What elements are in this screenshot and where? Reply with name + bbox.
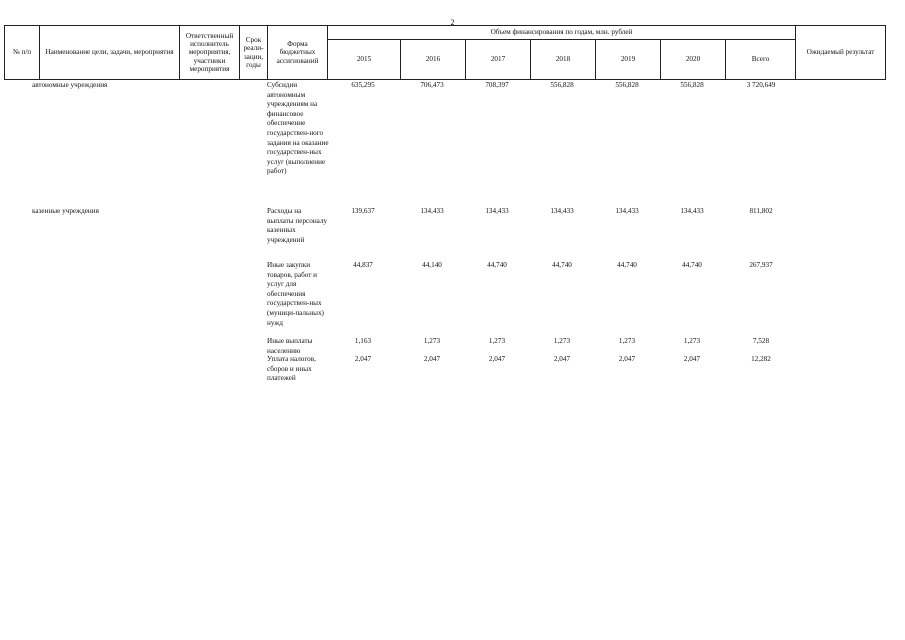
header-result: Ожидаемый результат <box>796 26 886 80</box>
value-2019: 44,740 <box>617 261 637 269</box>
header-term: Срок реали-зации, годы <box>240 26 268 80</box>
header-name: Наименование цели, задачи, мероприятия <box>40 26 180 80</box>
value-2019: 556,828 <box>615 81 639 89</box>
page-number: 2 <box>450 18 455 27</box>
row-form: Иные закупки товаров, работ и услуг для обеспечения государствен-ных (муници-пальных) нужд <box>267 261 324 327</box>
header-executor: Ответственный исполнитель мероприятия, участники мероприятия <box>180 26 240 80</box>
header-year: 2015 <box>328 40 401 80</box>
value-2016: 1,273 <box>423 337 441 345</box>
value-2017: 708,397 <box>485 81 509 89</box>
row-form: Субсидии автономным учреждениям на финансовое обеспечение государствен-ного задания на оказание государствен-ных услуг (выполнение работ) <box>267 81 329 176</box>
value-2018: 134,433 <box>550 207 574 215</box>
value-2018: 2,047 <box>553 355 571 363</box>
value-2019: 134,433 <box>615 207 639 215</box>
header-year: 2018 <box>531 40 596 80</box>
header-num: № п/п <box>5 26 40 80</box>
value-2017: 44,740 <box>487 261 507 269</box>
header-form: Форма бюджетных ассигнований <box>268 26 328 80</box>
header-year: 2016 <box>401 40 466 80</box>
row-form: Иные выплаты населению <box>267 337 313 355</box>
value-2020: 1,273 <box>683 337 701 345</box>
header-year: 2019 <box>596 40 661 80</box>
row-name: казенные учреждения <box>32 207 99 215</box>
header-year: 2017 <box>466 40 531 80</box>
value-2016: 134,433 <box>420 207 444 215</box>
value-2016: 706,473 <box>420 81 444 89</box>
header-year: 2020 <box>661 40 726 80</box>
header-table <box>4 25 886 80</box>
value-2020: 44,740 <box>682 261 702 269</box>
value-2017: 1,273 <box>488 337 506 345</box>
value-2015: 635,295 <box>351 81 375 89</box>
value-2018: 556,828 <box>550 81 574 89</box>
row-form: Уплата налогов, сборов и иных платежей <box>267 355 316 383</box>
value-2019: 1,273 <box>618 337 636 345</box>
value-total: 7,528 <box>752 337 770 345</box>
value-2019: 2,047 <box>618 355 636 363</box>
value-total: 267,937 <box>749 261 773 269</box>
row-form: Расходы на выплаты персоналу казенных учреждений <box>267 207 328 244</box>
value-2015: 1,163 <box>354 337 372 345</box>
value-2020: 2,047 <box>683 355 701 363</box>
value-2018: 1,273 <box>553 337 571 345</box>
header-total: Всего <box>726 40 796 80</box>
value-total: 811,802 <box>749 207 773 215</box>
value-2017: 2,047 <box>488 355 506 363</box>
value-2020: 556,828 <box>680 81 704 89</box>
value-2017: 134,433 <box>485 207 509 215</box>
value-total: 3 720,649 <box>746 81 776 89</box>
value-2016: 2,047 <box>423 355 441 363</box>
value-2015: 139,637 <box>351 207 375 215</box>
value-2018: 44,740 <box>552 261 572 269</box>
value-2020: 134,433 <box>680 207 704 215</box>
value-2016: 44,140 <box>422 261 442 269</box>
value-2015: 2,047 <box>354 355 372 363</box>
value-2015: 44,837 <box>353 261 373 269</box>
value-total: 12,282 <box>751 355 771 363</box>
row-name: автономные учреждения <box>32 81 108 89</box>
header-finance: Объем финансирования по годам, млн. рублей <box>328 26 796 40</box>
